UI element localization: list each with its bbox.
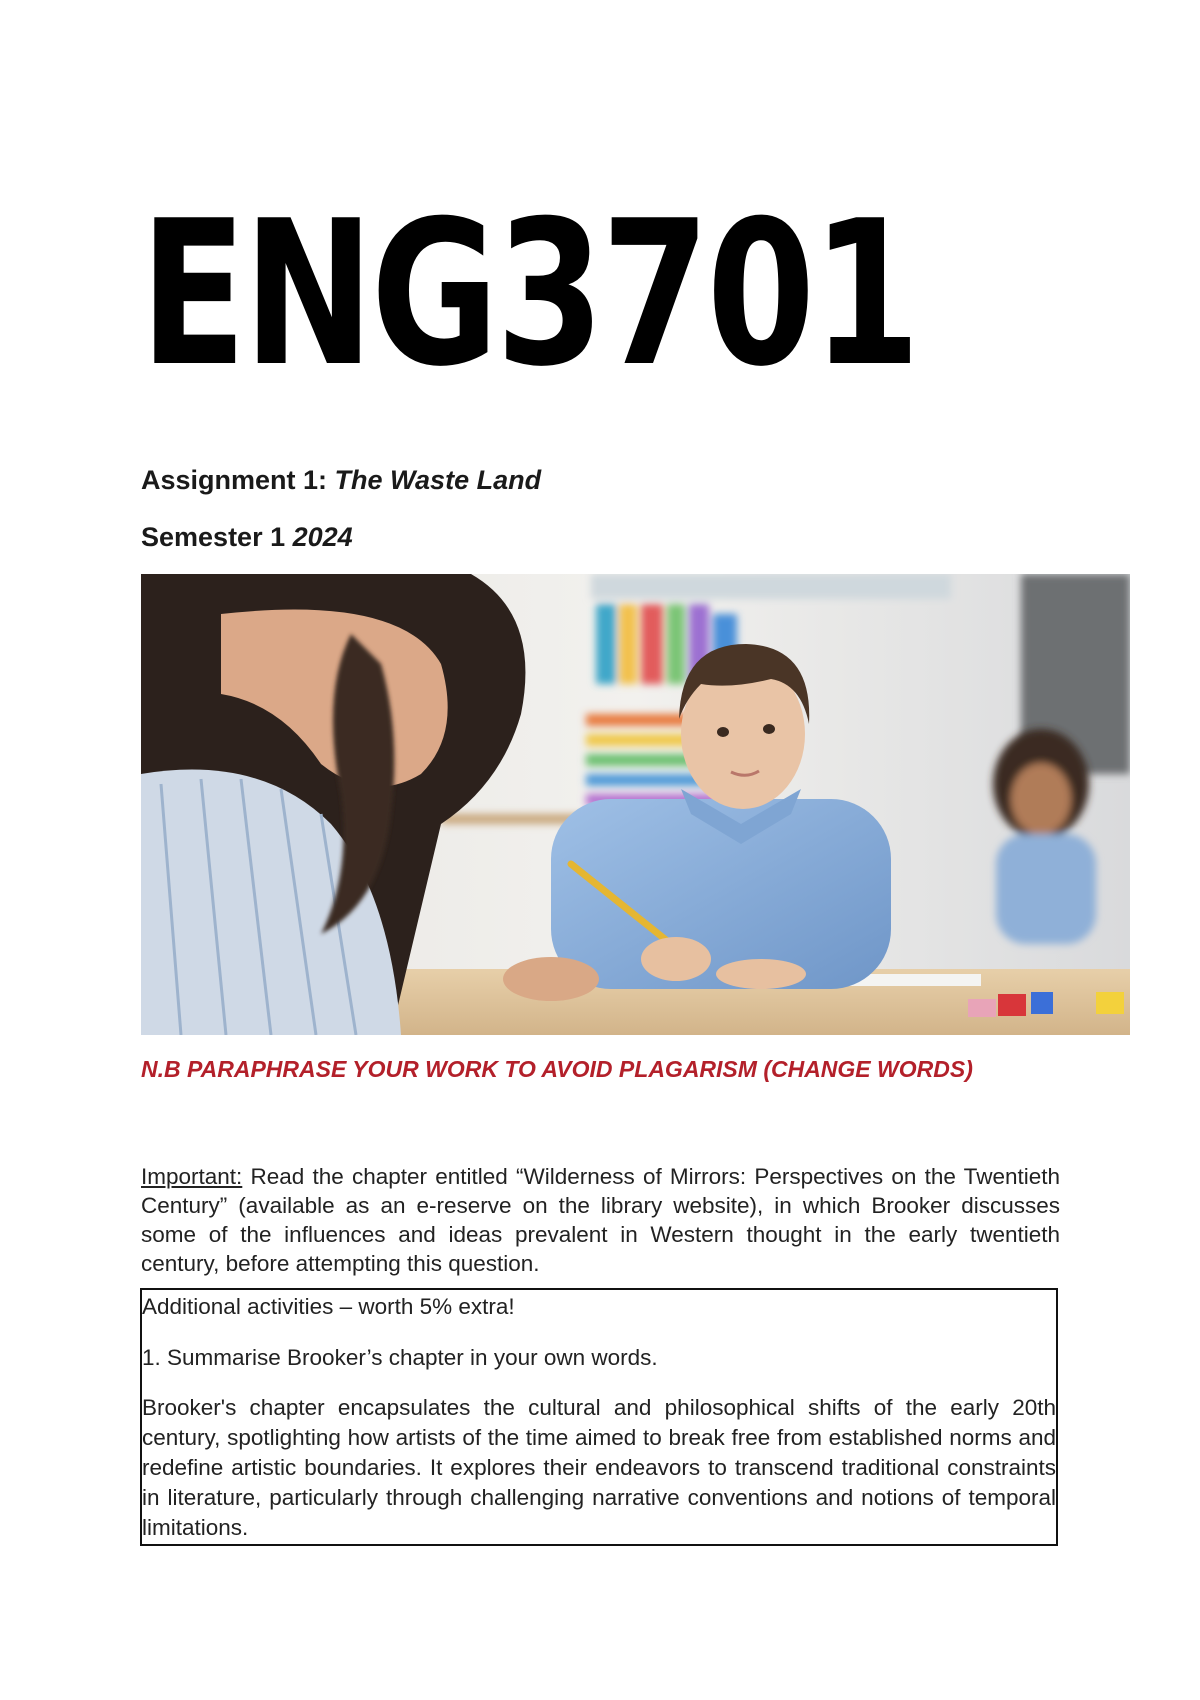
plagiarism-warning: N.B PARAPHRASE YOUR WORK TO AVOID PLAGARISM (CHANGE WORDS) [141,1056,973,1082]
course-code-title: ENG3701 [140,178,918,411]
activities-answer: Brooker's chapter encapsulates the cultural and philosophical shifts of the early 20th century, spotlighting how artists of the time aimed to break free from established norms and redefine artistic boundaries. It explores their endeavors to transcend traditional constraints in literature, particularly through challenging narrative conventions and notions of temporal limitations. [142,1395,1056,1540]
assignment-title: The Waste Land [334,465,542,495]
semester-label: Semester 1 [141,522,293,552]
additional-activities-box [140,1288,1058,1546]
assignment-label: Assignment 1: [141,465,335,495]
activities-heading: Additional activities – worth 5% extra! [142,1294,515,1319]
semester-year: 2024 [292,522,353,552]
classroom-photo [141,574,1130,1035]
important-text: Read the chapter entitled “Wilderness of Mirrors: Perspectives on the Twentieth Century” (available as an e-reserve on the library website), in which Brooker discusses some of the influences and ideas prevalent in Western thought in the early twentieth century, before attempting this question. [141,1163,1060,1276]
important-label: Important: [141,1163,243,1189]
important-paragraph [141,1162,1060,1278]
semester-heading [141,522,353,553]
activities-question: 1. Summarise Brooker’s chapter in your own words. [142,1345,658,1370]
assignment-heading [141,465,541,496]
